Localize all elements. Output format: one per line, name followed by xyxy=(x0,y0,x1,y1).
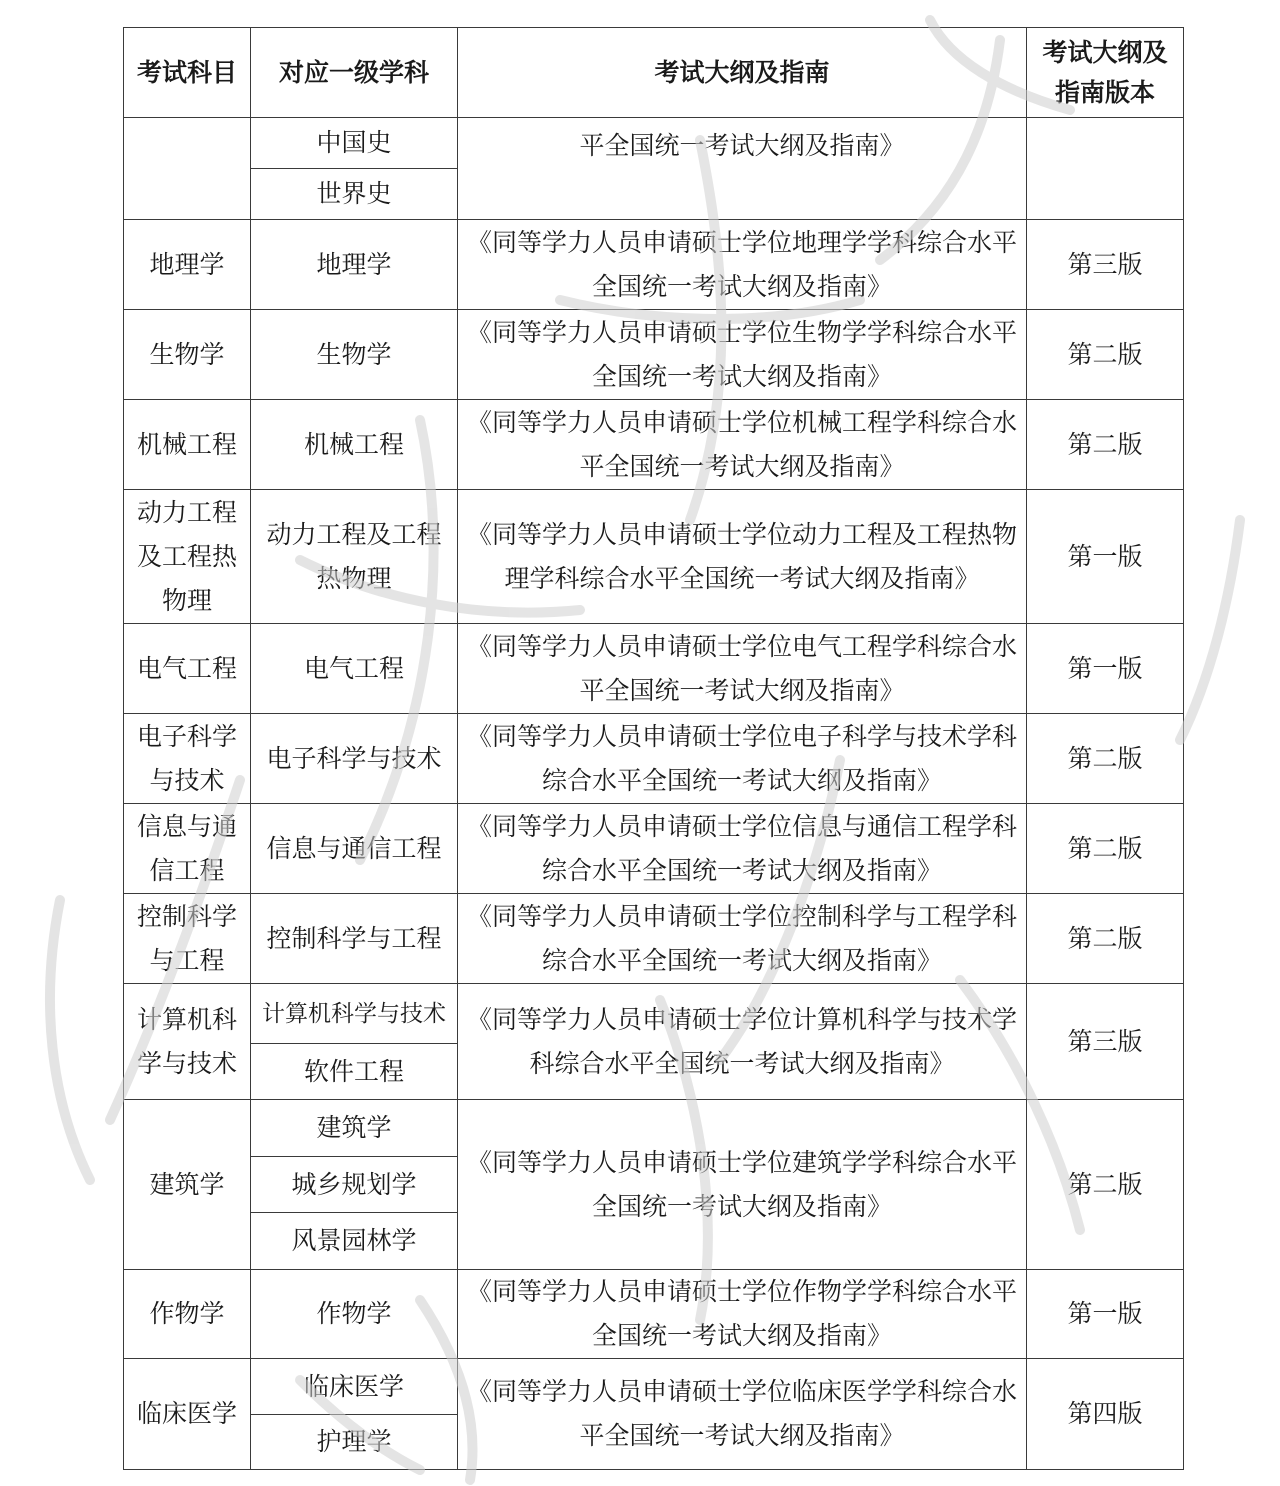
table-row xyxy=(124,804,1184,894)
table-row xyxy=(124,118,1184,169)
guide-cell: 《同等学力人员申请硕士学位电气工程学科综合水平全国统一考试大纲及指南》 xyxy=(458,624,1027,714)
discipline-cell: 软件工程 xyxy=(251,1044,458,1100)
version-cell: 第二版 xyxy=(1027,804,1184,894)
watermark-stroke xyxy=(1180,520,1240,740)
table-row xyxy=(124,1270,1184,1359)
discipline-cell: 建筑学 xyxy=(251,1100,458,1157)
subject-cell: 作物学 xyxy=(124,1270,251,1359)
guide-cell: 《同等学力人员申请硕士学位地理学学科综合水平全国统一考试大纲及指南》 xyxy=(458,220,1027,310)
table-row xyxy=(124,400,1184,490)
table-row xyxy=(124,310,1184,400)
discipline-cell: 动力工程及工程热物理 xyxy=(251,490,458,624)
table-row xyxy=(124,1100,1184,1157)
discipline-cell: 临床医学 xyxy=(251,1359,458,1415)
discipline-cell: 电子科学与技术 xyxy=(251,714,458,804)
discipline-cell: 控制科学与工程 xyxy=(251,894,458,984)
version-cell: 第四版 xyxy=(1027,1359,1184,1470)
subject-cell: 建筑学 xyxy=(124,1100,251,1270)
header-version: 考试大纲及指南版本 xyxy=(1027,28,1184,118)
discipline-cell: 生物学 xyxy=(251,310,458,400)
discipline-cell: 计算机科学与技术 xyxy=(251,984,458,1044)
subject-cell-empty xyxy=(124,118,251,220)
version-cell: 第一版 xyxy=(1027,490,1184,624)
guide-cell: 平全国统一考试大纲及指南》 xyxy=(458,118,1027,220)
guide-cell: 《同等学力人员申请硕士学位信息与通信工程学科综合水平全国统一考试大纲及指南》 xyxy=(458,804,1027,894)
discipline-cell: 信息与通信工程 xyxy=(251,804,458,894)
subject-cell: 机械工程 xyxy=(124,400,251,490)
discipline-cell: 机械工程 xyxy=(251,400,458,490)
discipline-cell: 城乡规划学 xyxy=(251,1157,458,1213)
subject-cell: 电气工程 xyxy=(124,624,251,714)
guide-cell: 《同等学力人员申请硕士学位计算机科学与技术学科综合水平全国统一考试大纲及指南》 xyxy=(458,984,1027,1100)
header-discipline: 对应一级学科 xyxy=(251,28,458,118)
version-cell: 第二版 xyxy=(1027,894,1184,984)
version-cell: 第一版 xyxy=(1027,1270,1184,1359)
discipline-cell: 护理学 xyxy=(251,1415,458,1470)
discipline-cell: 作物学 xyxy=(251,1270,458,1359)
subject-cell: 信息与通信工程 xyxy=(124,804,251,894)
guide-cell: 《同等学力人员申请硕士学位动力工程及工程热物理学科综合水平全国统一考试大纲及指南》 xyxy=(458,490,1027,624)
subject-cell: 控制科学与工程 xyxy=(124,894,251,984)
version-cell: 第三版 xyxy=(1027,220,1184,310)
discipline-cell: 中国史 xyxy=(251,118,458,169)
guide-cell: 《同等学力人员申请硕士学位电子科学与技术学科综合水平全国统一考试大纲及指南》 xyxy=(458,714,1027,804)
version-cell: 第一版 xyxy=(1027,624,1184,714)
discipline-cell: 地理学 xyxy=(251,220,458,310)
guide-cell: 《同等学力人员申请硕士学位作物学学科综合水平全国统一考试大纲及指南》 xyxy=(458,1270,1027,1359)
version-cell: 第二版 xyxy=(1027,714,1184,804)
subject-cell: 生物学 xyxy=(124,310,251,400)
header-subject: 考试科目 xyxy=(124,28,251,118)
subject-cell: 动力工程及工程热物理 xyxy=(124,490,251,624)
table-row xyxy=(124,984,1184,1044)
watermark-text: 火线教育 xyxy=(0,0,9,1)
header-row xyxy=(124,28,1184,118)
table-row xyxy=(124,894,1184,984)
version-cell: 第二版 xyxy=(1027,400,1184,490)
guide-cell: 《同等学力人员申请硕士学位建筑学学科综合水平全国统一考试大纲及指南》 xyxy=(458,1100,1027,1270)
discipline-cell: 风景园林学 xyxy=(251,1213,458,1270)
discipline-cell: 电气工程 xyxy=(251,624,458,714)
subject-cell: 电子科学与技术 xyxy=(124,714,251,804)
version-cell: 第三版 xyxy=(1027,984,1184,1100)
table-row xyxy=(124,220,1184,310)
watermark-stroke xyxy=(50,900,90,1180)
table-row xyxy=(124,714,1184,804)
version-cell: 第二版 xyxy=(1027,1100,1184,1270)
version-cell: 第二版 xyxy=(1027,310,1184,400)
table-row xyxy=(124,624,1184,714)
table-row xyxy=(124,490,1184,624)
table-row xyxy=(124,1359,1184,1415)
subject-cell: 计算机科学与技术 xyxy=(124,984,251,1100)
exam-syllabus-table xyxy=(123,27,1184,1470)
guide-cell: 《同等学力人员申请硕士学位临床医学学科综合水平全国统一考试大纲及指南》 xyxy=(458,1359,1027,1470)
discipline-cell: 世界史 xyxy=(251,169,458,220)
subject-cell: 临床医学 xyxy=(124,1359,251,1470)
guide-cell: 《同等学力人员申请硕士学位控制科学与工程学科综合水平全国统一考试大纲及指南》 xyxy=(458,894,1027,984)
guide-cell: 《同等学力人员申请硕士学位生物学学科综合水平全国统一考试大纲及指南》 xyxy=(458,310,1027,400)
guide-cell: 《同等学力人员申请硕士学位机械工程学科综合水平全国统一考试大纲及指南》 xyxy=(458,400,1027,490)
subject-cell: 地理学 xyxy=(124,220,251,310)
version-cell-empty xyxy=(1027,118,1184,220)
header-guide: 考试大纲及指南 xyxy=(458,28,1027,118)
